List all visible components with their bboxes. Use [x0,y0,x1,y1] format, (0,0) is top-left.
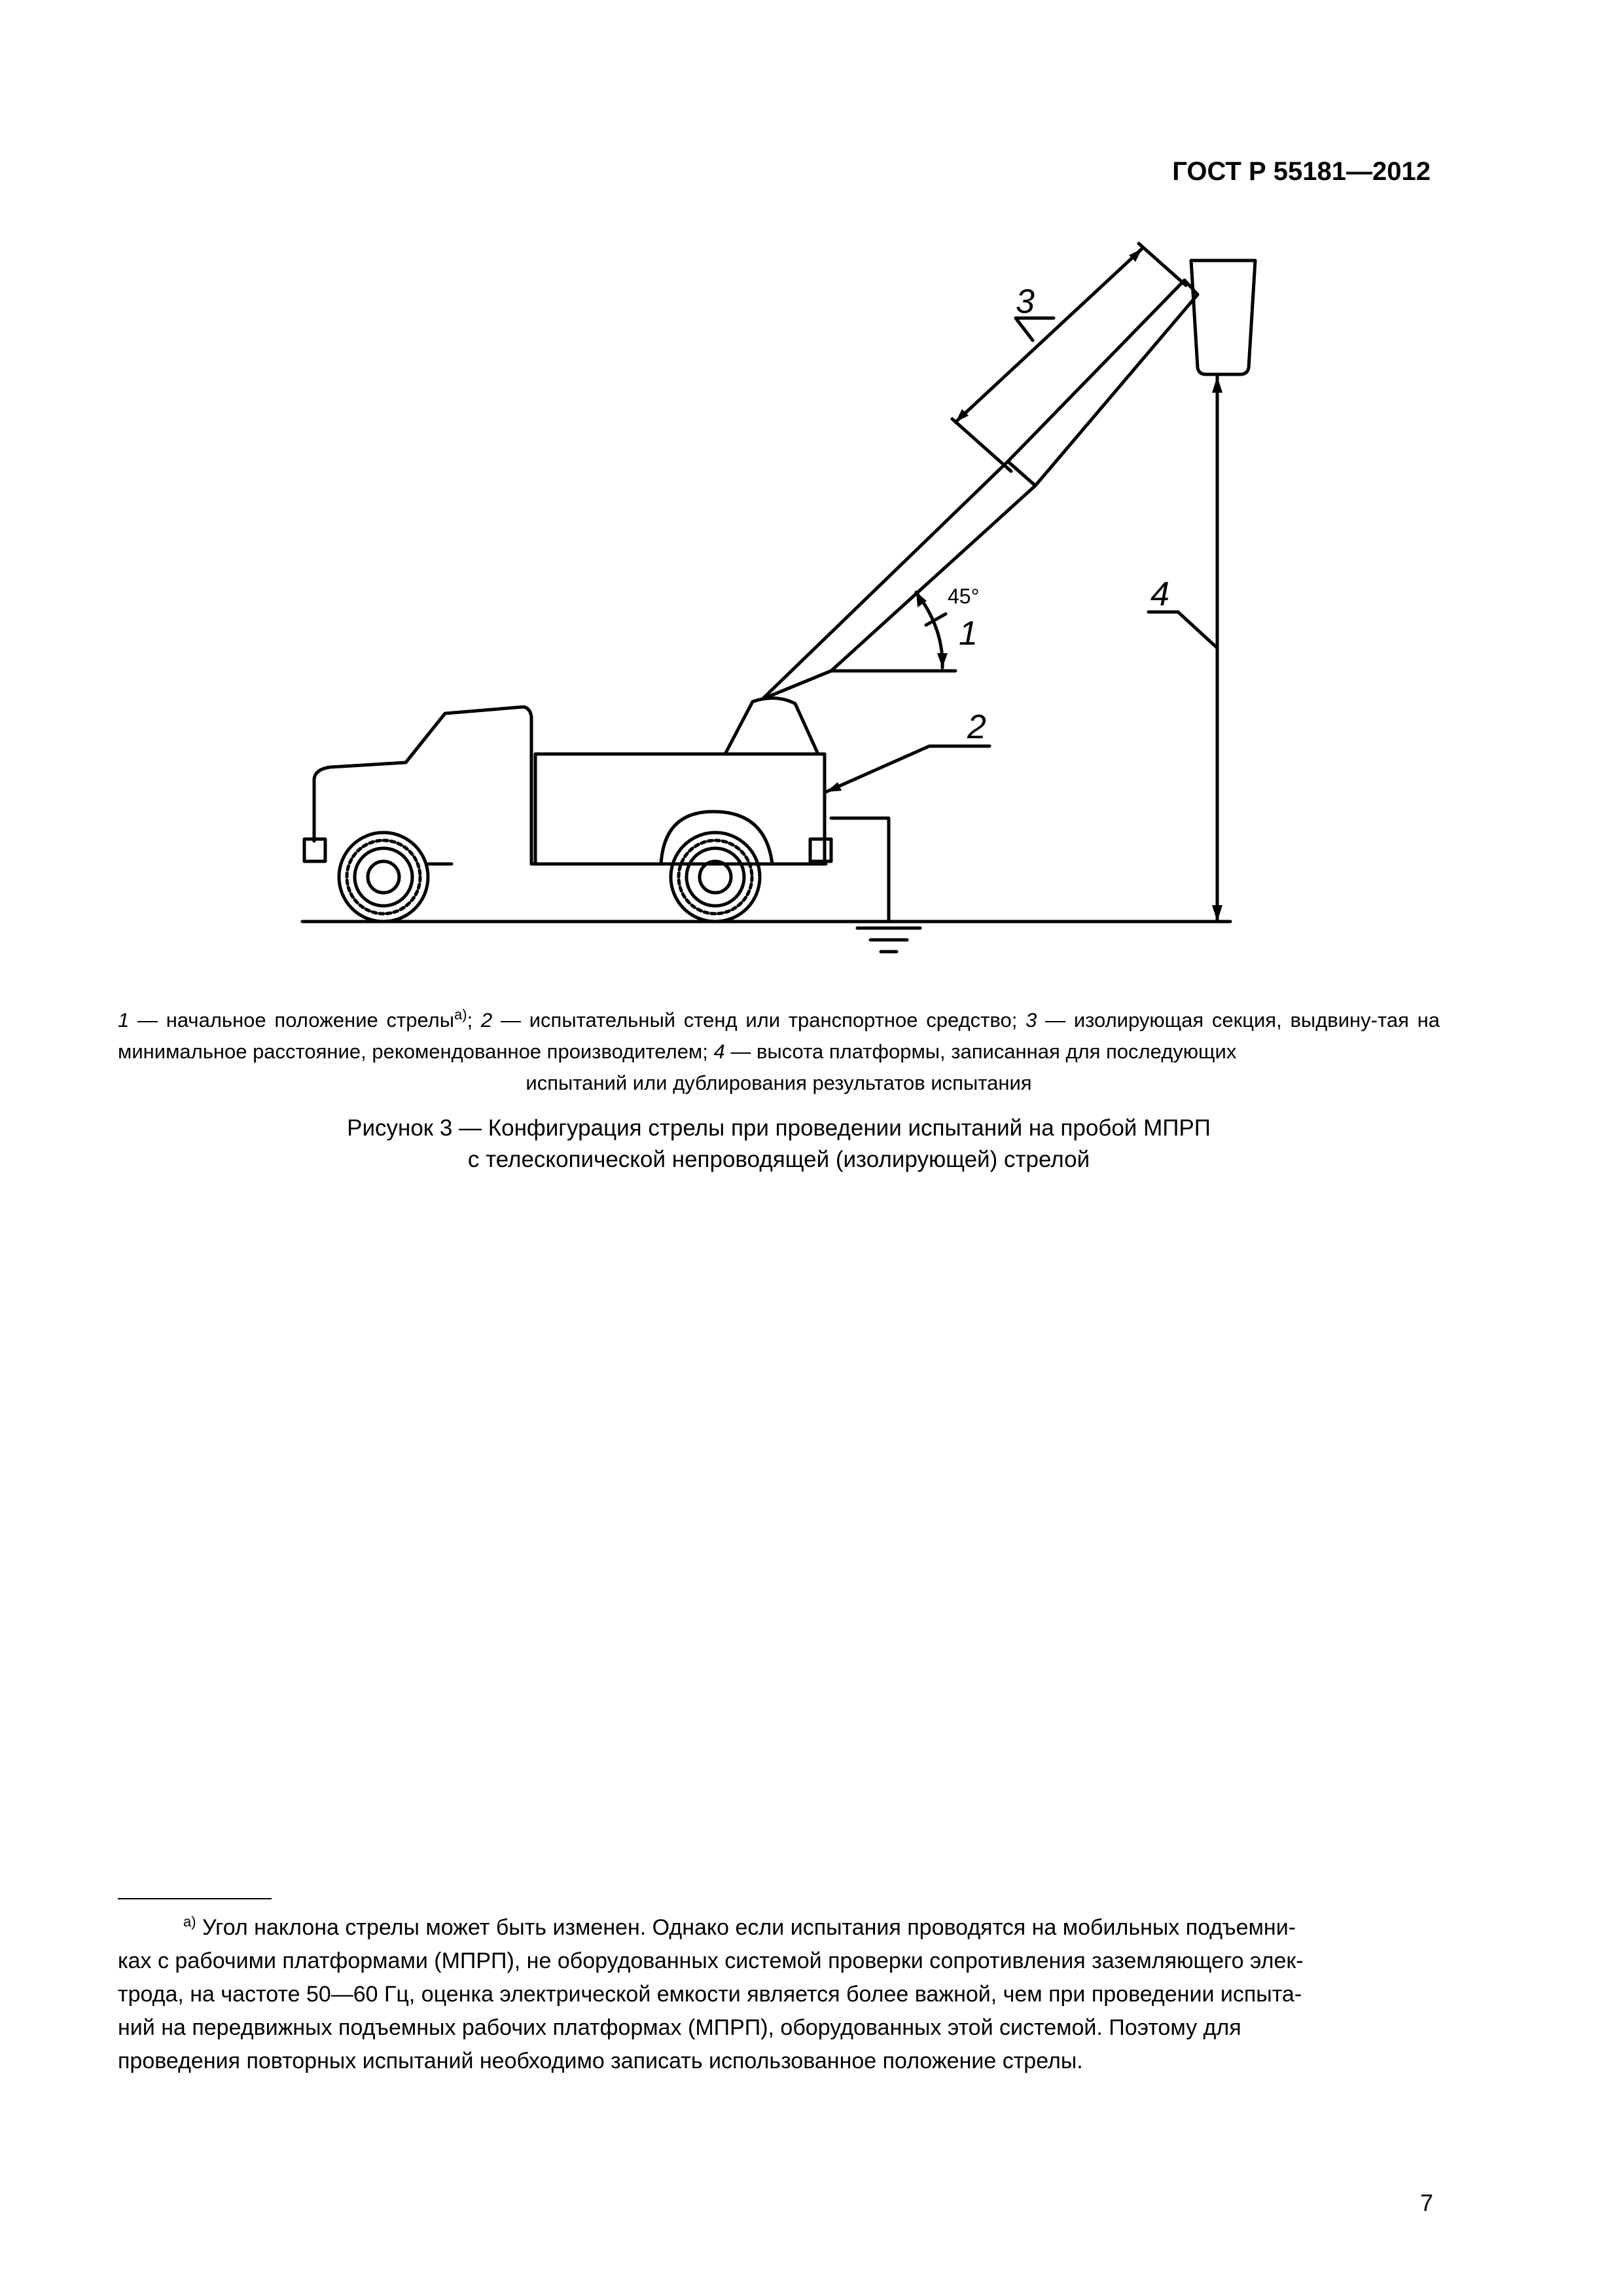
legend-text-3: — изолирующая секция, выдвину-тая на минимальное расстояние, рекомендованное производителем; [118,1009,1440,1063]
figure-legend [118,1005,1440,1099]
legend-num-4: 4 [713,1040,725,1063]
ground-symbol [831,818,920,952]
front-wheel [339,833,428,922]
label-3: 3 [1016,283,1035,321]
footnote [118,1911,1440,2078]
legend-text-1: — начальное положение стрелы [129,1009,455,1031]
footnote-line-4: ний на передвижных подъемных рабочих платформах (МПРП), оборудованных этой системой. Поэтому для [118,2015,1241,2040]
figure-3-drawing [0,0,1623,982]
page-number: 7 [1419,2189,1433,2216]
legend-num-1: 1 [118,1009,130,1031]
legend-text-5: испытаний или дублирования результатов испытания [526,1071,1032,1094]
boom-lower-section [762,461,1035,699]
legend-text-4: — высота платформы, записанная для последующих [724,1040,1237,1063]
rear-wheel [671,833,760,922]
angle-label: 45° [948,584,980,608]
legend-sep: ; [467,1009,481,1031]
boom-insulating-section [1008,280,1198,486]
footnote-line-5: проведения повторных испытаний необходимо записать использованное положение стрелы. [118,2049,1083,2073]
legend-text-2: — испытательный стенд или транспортное средство; [492,1009,1026,1031]
footnote-mark: а) [183,1913,196,1930]
document-id: ГОСТ Р 55181—2012 [1172,157,1431,186]
legend-footnote-mark: а) [454,1006,467,1023]
footnote-divider [118,1898,272,1899]
footnote-line-2: ках с рабочими платформами (МПРП), не оборудованных системой проверки сопротивления заземляющего элек- [118,1948,1304,1973]
caption-line-2: с телескопической непроводящей (изолирующей) стрелой [467,1147,1090,1172]
footnote-line-3: трода, на частоте 50—60 Гц, оценка электрической емкости является более важной, чем при проведении испыта- [118,1982,1302,2007]
label-1: 1 [959,615,978,653]
figure-caption [118,1113,1440,1175]
legend-num-2: 2 [480,1009,493,1031]
label-2: 2 [967,708,986,746]
platform-basket [1191,260,1255,374]
footnote-line-1: Угол наклона стрелы может быть изменен. Однако если испытания проводятся на мобильных подъемни- [196,1915,1296,1940]
caption-line-1: Рисунок 3 — Конфигурация стрелы при проведении испытаний на пробой МПРП [347,1115,1211,1141]
boom-turret [725,698,818,754]
truck-cab [314,707,531,864]
rear-bumper [810,839,831,861]
label-4: 4 [1150,575,1169,613]
legend-num-3: 3 [1026,1009,1037,1031]
